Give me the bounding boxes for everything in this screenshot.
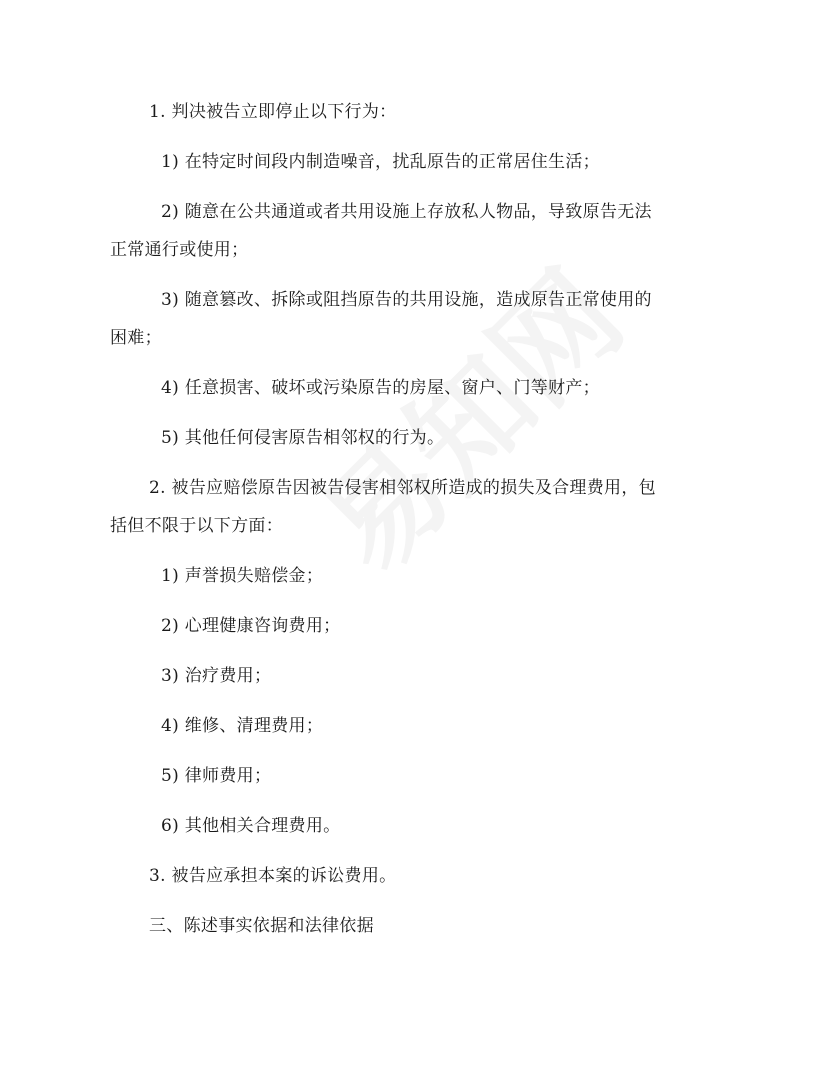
paragraph-line: 5) 其他任何侵害原告相邻权的行为。 — [161, 428, 445, 448]
paragraph-line: 3) 治疗费用； — [161, 666, 272, 686]
paragraph-line: 6) 其他相关合理费用。 — [161, 816, 341, 836]
paragraph-line: 2) 随意在公共通道或者共用设施上存放私人物品，导致原告无法 — [161, 202, 652, 222]
paragraph-line: 1) 声誉损失赔偿金； — [161, 566, 324, 586]
paragraph-line: 5) 律师费用； — [161, 766, 272, 786]
paragraph-line: 2. 被告应赔偿原告因被告侵害相邻权所造成的损失及合理费用，包 — [149, 478, 656, 498]
paragraph-line: 3. 被告应承担本案的诉讼费用。 — [149, 866, 397, 886]
paragraph-line: 4) 维修、清理费用； — [161, 716, 324, 736]
paragraph-line: 4) 任意损害、破坏或污染原告的房屋、窗户、门等财产； — [161, 378, 600, 398]
paragraph-line: 1) 在特定时间段内制造噪音，扰乱原告的正常居住生活； — [161, 152, 600, 172]
watermark-logo — [277, 228, 653, 604]
paragraph-line: 正常通行或使用； — [110, 240, 249, 260]
paragraph-line: 1. 判决被告立即停止以下行为： — [149, 102, 397, 122]
paragraph-line: 困难； — [110, 328, 162, 348]
paragraph-line: 括但不限于以下方面： — [110, 516, 283, 536]
paragraph-line: 2) 心理健康咨询费用； — [161, 616, 341, 636]
section-heading: 三、陈述事实依据和法律依据 — [149, 916, 374, 936]
paragraph-line: 3) 随意篡改、拆除或阻挡原告的共用设施，造成原告正常使用的 — [161, 290, 652, 310]
